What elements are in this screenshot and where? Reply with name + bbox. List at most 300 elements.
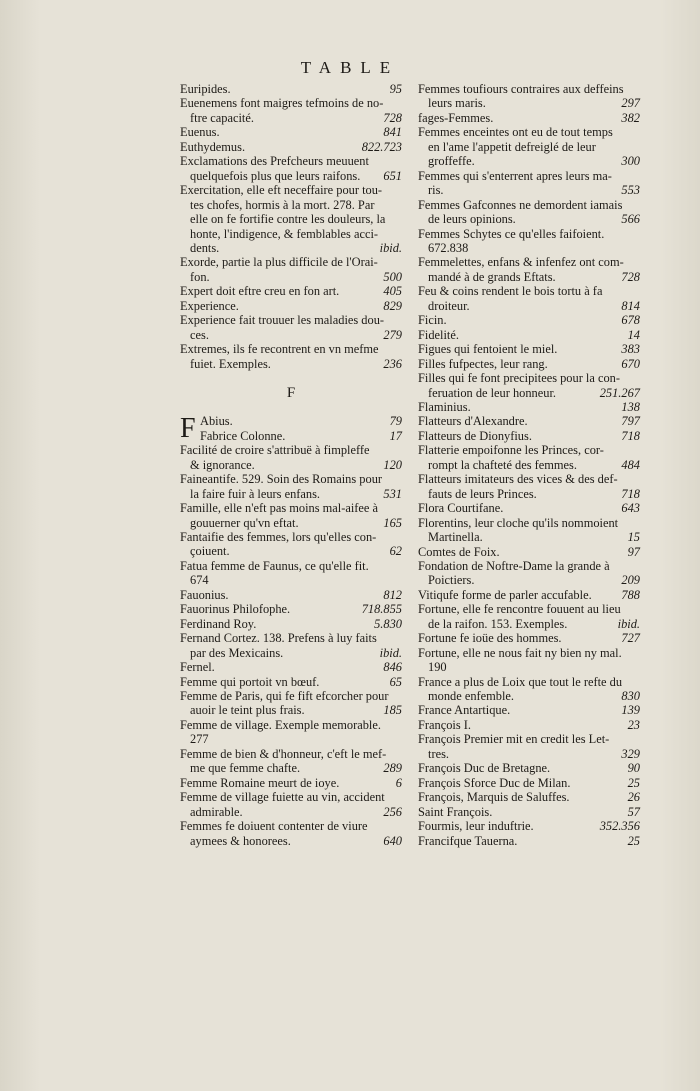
entry-text: elle on fe fortifie contre les douleurs, la — [190, 212, 386, 227]
index-entry — [180, 284, 402, 298]
index-entry — [418, 371, 640, 400]
section-letter: F — [286, 384, 296, 401]
entry-text: Comtes de Foix. — [418, 544, 500, 559]
entry-line — [418, 675, 640, 689]
entry-line — [418, 602, 640, 616]
entry-text: Femme qui portoit vn bœuf. — [180, 674, 320, 689]
entry-text: ris. — [428, 183, 444, 198]
index-entry — [180, 82, 402, 96]
index-entry — [180, 689, 402, 718]
index-entry — [180, 154, 402, 183]
index-entry — [180, 96, 402, 125]
entry-line — [418, 255, 640, 269]
page-reference: 830 — [621, 689, 640, 704]
entry-line — [180, 328, 402, 342]
entry-line — [418, 790, 640, 804]
entry-text: Euthydemus. — [180, 139, 246, 154]
entry-text: Fourmis, leur induftrie. — [418, 819, 534, 834]
page-reference: 57 — [627, 804, 640, 819]
page-reference: 846 — [383, 660, 402, 675]
entry-text: Femmelettes, enfans & infenfez ont com- — [418, 255, 624, 270]
entry-text: Flatteurs d'Alexandre. — [418, 414, 528, 429]
entry-line — [418, 154, 640, 168]
entry-line — [418, 761, 640, 775]
index-entry — [418, 82, 640, 111]
entry-line — [418, 617, 640, 631]
index-entry — [418, 834, 640, 848]
page-reference: 17 — [389, 428, 402, 443]
entry-line — [180, 675, 402, 689]
entry-line — [180, 617, 402, 631]
entry-line — [180, 299, 402, 313]
page-reference: 25 — [627, 833, 640, 848]
entry-line — [180, 790, 402, 804]
page-reference: 209 — [621, 573, 640, 588]
entry-text: Femme Romaine meurt de ioye. — [180, 775, 340, 790]
index-entry — [180, 342, 402, 371]
entry-text: François Sforce Duc de Milan. — [418, 775, 571, 790]
entry-line — [180, 111, 402, 125]
index-entry — [180, 631, 402, 660]
index-entry — [180, 747, 402, 776]
entry-text: par des Mexicains. — [190, 645, 284, 660]
page-reference: 788 — [621, 587, 640, 602]
right-column — [418, 82, 640, 848]
entry-text: Ficin. — [418, 313, 447, 328]
entry-line — [180, 241, 402, 255]
entry-line — [418, 646, 640, 660]
left-column — [180, 82, 402, 848]
index-entry — [418, 790, 640, 804]
entry-line — [418, 805, 640, 819]
index-entry — [418, 357, 640, 371]
entry-text: Famille, elle n'eft pas moins mal-aifee à — [180, 501, 379, 516]
page-reference: 797 — [621, 414, 640, 429]
entry-line — [418, 472, 640, 486]
index-entry — [180, 140, 402, 154]
entry-text: Flora Courtifane. — [418, 501, 504, 516]
entry-line — [180, 357, 402, 371]
entry-line — [418, 96, 640, 110]
entry-text: gouuerner qu'vn eftat. — [190, 515, 299, 530]
index-entry — [180, 472, 402, 501]
entry-line — [180, 212, 402, 226]
page-reference: 165 — [383, 515, 402, 530]
index-entry — [418, 313, 640, 327]
entry-text: de leurs opinions. — [428, 212, 516, 227]
entry-line — [418, 169, 640, 183]
index-entry — [418, 472, 640, 501]
entry-text: Florentins, leur cloche qu'ils nommoient — [418, 515, 619, 530]
entry-line — [418, 313, 640, 327]
entry-text: fauts de leurs Princes. — [428, 486, 537, 501]
index-entry — [418, 646, 640, 675]
entry-line — [180, 660, 402, 674]
entry-text: de la raifon. 153. Exemples. — [428, 616, 568, 631]
entry-line — [180, 544, 402, 558]
page-reference: 643 — [621, 501, 640, 516]
entry-line — [418, 270, 640, 284]
entry-line — [418, 328, 640, 342]
entry-text: Fauorinus Philofophe. — [180, 602, 291, 617]
page-reference: 718 — [621, 486, 640, 501]
entry-line — [180, 414, 402, 428]
entry-text: Fortune fe ioüe des hommes. — [418, 631, 562, 646]
entry-line — [418, 227, 640, 241]
entry-text: Expert doit eftre creu en fon art. — [180, 284, 340, 299]
entry-text: Femmes fe doiuent contenter de viure — [180, 819, 368, 834]
entry-line — [180, 516, 402, 530]
entry-text: ces. — [190, 327, 209, 342]
entry-text: Fantaifie des femmes, lors qu'elles con- — [180, 530, 377, 544]
entry-text: & ignorance. — [190, 457, 255, 472]
entry-line — [180, 559, 402, 573]
entry-text: Fortune, elle fe rencontre fouuent au lieu — [418, 602, 621, 617]
index-entry — [418, 732, 640, 761]
page-reference: 65 — [389, 674, 402, 689]
page-reference: 678 — [621, 313, 640, 328]
index-entry — [418, 761, 640, 775]
entry-text: 277 — [190, 732, 209, 747]
entry-line — [418, 718, 640, 732]
entry-line — [418, 443, 640, 457]
entry-line — [180, 631, 402, 645]
entry-text: Vitiqufe forme de parler accufable. — [418, 587, 592, 602]
index-entry — [418, 342, 640, 356]
index-entry — [418, 819, 640, 833]
entry-text: Francifque Tauerna. — [418, 833, 518, 848]
entry-line — [180, 573, 402, 587]
entry-line — [180, 270, 402, 284]
entry-line — [180, 834, 402, 848]
entry-line — [180, 154, 402, 168]
page-reference: 531 — [383, 486, 402, 501]
entry-text: 672.838 — [428, 240, 469, 255]
entry-line — [180, 284, 402, 298]
page-reference: ibid. — [617, 616, 640, 631]
index-entry — [418, 602, 640, 631]
page-reference: 718.855 — [361, 602, 402, 617]
entry-line — [180, 776, 402, 790]
entry-line — [418, 429, 640, 443]
index-entry — [418, 125, 640, 168]
entry-line — [418, 140, 640, 154]
page-reference: 236 — [383, 356, 402, 371]
entry-text: rompt la chafteté des femmes. — [428, 457, 577, 472]
index-entry — [418, 675, 640, 704]
entry-line — [418, 241, 640, 255]
entry-line — [180, 703, 402, 717]
page-reference: 279 — [383, 327, 402, 342]
index-entry — [180, 776, 402, 790]
page-reference: 718 — [621, 428, 640, 443]
entry-line — [180, 169, 402, 183]
page-reference: 352.356 — [599, 819, 640, 834]
entry-line — [180, 96, 402, 110]
entry-line — [180, 227, 402, 241]
entry-line — [418, 660, 640, 674]
entry-text: Fidelité. — [418, 327, 459, 342]
entry-line — [418, 371, 640, 385]
entry-line — [418, 357, 640, 371]
entry-text: Filles fufpectes, leur rang. — [418, 356, 548, 371]
entry-line — [180, 819, 402, 833]
entry-line — [418, 183, 640, 197]
entry-text: Femme de bien & d'honneur, c'eft le mef- — [180, 746, 387, 761]
entry-text: Fauonius. — [180, 587, 229, 602]
entry-text: Filles qui fe font precipitees pour la con- — [418, 371, 620, 386]
entry-line — [418, 487, 640, 501]
entry-line — [180, 530, 402, 544]
entry-text: Abius. — [200, 414, 233, 429]
page-reference: 727 — [621, 631, 640, 646]
index-entry — [418, 111, 640, 125]
page-header: TABLE — [300, 58, 400, 77]
index-entry — [418, 328, 640, 342]
entry-line — [180, 805, 402, 819]
entry-line — [418, 573, 640, 587]
entry-text: groffeffe. — [428, 154, 475, 169]
entry-text: Femmes Gafconnes ne demordent iamais — [418, 197, 623, 212]
entry-text: Euripides. — [180, 82, 231, 96]
entry-text: fuiet. Exemples. — [190, 356, 271, 371]
page-reference: 6 — [395, 775, 402, 790]
page-reference: 256 — [383, 804, 402, 819]
entry-text: Fernel. — [180, 660, 215, 675]
entry-line — [418, 819, 640, 833]
drop-capital: F — [180, 413, 196, 445]
entry-text: monde enfemble. — [428, 689, 515, 704]
page-reference: 728 — [621, 269, 640, 284]
entry-text: Experience. — [180, 298, 239, 313]
index-entry — [180, 790, 402, 819]
page-reference: 251.267 — [599, 385, 640, 400]
entry-line — [180, 458, 402, 472]
index-entry — [418, 255, 640, 284]
entry-text: Femmes Schytes ce qu'elles faifoient. — [418, 226, 605, 241]
entry-line — [180, 472, 402, 486]
page-reference: 297 — [621, 96, 640, 111]
page-reference: 382 — [621, 110, 640, 125]
entry-line — [418, 545, 640, 559]
page-reference: 120 — [383, 457, 402, 472]
entry-line — [418, 198, 640, 212]
entry-text: Exercitation, elle eft neceffaire pour tou- — [180, 183, 383, 198]
index-entry — [418, 198, 640, 227]
page-reference: 812 — [383, 587, 402, 602]
entry-text: Feu & coins rendent le bois tortu à fa — [418, 284, 603, 299]
entry-text: François, Marquis de Saluffes. — [418, 790, 570, 805]
index-entry — [418, 588, 640, 602]
index-entry — [418, 414, 640, 428]
entry-line — [418, 559, 640, 573]
index-entry — [180, 660, 402, 674]
entry-text: quelquefois plus que leurs raifons. — [190, 168, 361, 183]
entry-text: Extremes, ils fe recontrent en vn mefme — [180, 342, 379, 357]
entry-line — [418, 834, 640, 848]
entry-line — [180, 588, 402, 602]
entry-text: Femme de village fuiette au vin, accident — [180, 790, 385, 805]
page-reference: 90 — [627, 761, 640, 776]
entry-text: Femme de village. Exemple memorable. — [180, 717, 381, 732]
index-entry — [180, 313, 402, 342]
page-reference: 566 — [621, 212, 640, 227]
index-entry — [418, 703, 640, 717]
dropcap-entry — [180, 414, 402, 443]
entry-text: Exclamations des Prefcheurs meuuent — [180, 154, 369, 169]
entry-line — [418, 588, 640, 602]
index-entry — [180, 588, 402, 602]
page-reference: 26 — [627, 790, 640, 805]
entry-line — [418, 631, 640, 645]
entry-text: Fondation de Noftre-Dame la grande à — [418, 558, 610, 573]
index-entry — [180, 819, 402, 848]
entry-line — [180, 732, 402, 746]
entry-text: Faineantife. 529. Soin des Romains pour — [180, 472, 383, 487]
index-entry — [418, 631, 640, 645]
entry-text: Fortune, elle ne nous fait ny bien ny mal. — [418, 645, 622, 660]
page-reference: 814 — [621, 298, 640, 313]
entry-line — [418, 299, 640, 313]
entry-text: tes chofes, hormis à la mort. 278. Par — [190, 197, 375, 212]
entry-text: Femmes toufiours contraires aux deffeins — [418, 82, 624, 96]
index-entry — [418, 545, 640, 559]
entry-text: droiteur. — [428, 298, 470, 313]
entry-text: çoiuent. — [190, 544, 230, 559]
index-entry — [418, 429, 640, 443]
entry-text: Facilité de croire s'attribuë à fimpleffe — [180, 443, 370, 458]
entry-text: Figues qui fentoient le miel. — [418, 342, 558, 357]
entry-text: François Premier mit en credit les Let- — [418, 732, 610, 747]
index-entry — [418, 501, 640, 515]
entry-line — [418, 82, 640, 96]
index-entry — [418, 443, 640, 472]
page-reference: 289 — [383, 761, 402, 776]
entry-line — [418, 111, 640, 125]
index-entry — [180, 718, 402, 747]
page-reference: 728 — [383, 110, 402, 125]
entry-text: Femmes enceintes ont eu de tout temps — [418, 125, 613, 140]
index-entry — [418, 559, 640, 588]
entry-text: tres. — [428, 746, 449, 761]
entry-line — [180, 140, 402, 154]
entry-text: me que femme chafte. — [190, 761, 301, 776]
index-entry — [180, 602, 402, 616]
page-reference: 329 — [621, 746, 640, 761]
entry-line — [180, 689, 402, 703]
entry-text: feruation de leur honneur. — [428, 385, 556, 400]
entry-text: leurs maris. — [428, 96, 486, 111]
entry-line — [180, 82, 402, 96]
entry-line — [418, 400, 640, 414]
page-reference: 500 — [383, 269, 402, 284]
entry-line — [180, 646, 402, 660]
index-entry — [418, 718, 640, 732]
page-reference: 553 — [621, 183, 640, 198]
page-reference: 300 — [621, 154, 640, 169]
entry-text: ftre capacité. — [190, 110, 254, 125]
entry-text: Femme de Paris, qui fe fift efcorcher pour — [180, 688, 389, 703]
page-reference: 484 — [621, 457, 640, 472]
entry-text: fages-Femmes. — [418, 110, 494, 125]
page-reference: 185 — [383, 703, 402, 718]
entry-line — [418, 342, 640, 356]
entry-line — [418, 284, 640, 298]
entry-line — [418, 689, 640, 703]
entry-text: Fabrice Colonne. — [200, 428, 286, 443]
entry-line — [180, 255, 402, 269]
entry-line — [418, 776, 640, 790]
entry-text: Fernand Cortez. 138. Prefens à luy faits — [180, 631, 377, 646]
page-reference: 15 — [627, 530, 640, 545]
entry-line — [418, 747, 640, 761]
entry-text: 674 — [190, 573, 209, 588]
entry-line — [180, 602, 402, 616]
page-reference: 829 — [383, 298, 402, 313]
entry-line — [418, 458, 640, 472]
entry-line — [180, 429, 402, 443]
index-entry — [418, 169, 640, 198]
entry-text: Flaminius. — [418, 399, 471, 414]
index-entry — [180, 617, 402, 631]
entry-line — [418, 732, 640, 746]
index-entry — [180, 530, 402, 559]
page-reference: 139 — [621, 703, 640, 718]
entry-text: la faire fuir à leurs enfans. — [190, 486, 321, 501]
entry-line — [180, 747, 402, 761]
entry-text: aymees & honorees. — [190, 833, 291, 848]
entry-line — [180, 313, 402, 327]
index-entry — [180, 255, 402, 284]
entry-text: François I. — [418, 717, 471, 732]
page-reference: 97 — [627, 544, 640, 559]
page-reference: 95 — [389, 82, 402, 96]
index-entry — [418, 776, 640, 790]
index-entry — [418, 227, 640, 256]
page-reference: 841 — [383, 125, 402, 140]
entry-text: Euenemens font maigres tefmoins de no- — [180, 96, 384, 111]
entry-text: dents. — [190, 240, 220, 255]
entry-line — [180, 487, 402, 501]
entry-text: François Duc de Bretagne. — [418, 761, 551, 776]
entry-text: fon. — [190, 269, 210, 284]
page-reference: 822.723 — [361, 139, 402, 154]
page-reference: 62 — [389, 544, 402, 559]
page-reference: 14 — [627, 327, 640, 342]
index-entry — [180, 125, 402, 139]
entry-line — [418, 501, 640, 515]
entry-text: France a plus de Loix que tout le refte du — [418, 674, 623, 689]
entry-text: Flatteurs de Dionyfius. — [418, 428, 532, 443]
page-reference: 651 — [383, 168, 402, 183]
entry-text: Poictiers. — [428, 573, 475, 588]
entry-text: admirable. — [190, 804, 243, 819]
page-reference: 23 — [627, 717, 640, 732]
entry-text: Euenus. — [180, 125, 220, 140]
entry-line — [418, 516, 640, 530]
index-entry — [418, 805, 640, 819]
index-entry — [180, 183, 402, 255]
page-reference: 383 — [621, 342, 640, 357]
index-entry — [418, 400, 640, 414]
entry-line — [418, 530, 640, 544]
entry-line — [418, 703, 640, 717]
entry-text: Experience fait trouuer les maladies dou- — [180, 313, 385, 328]
entry-text: Fatua femme de Faunus, ce qu'elle fit. — [180, 558, 369, 573]
index-entry — [418, 284, 640, 313]
index-entry — [180, 501, 402, 530]
page-reference: 138 — [621, 399, 640, 414]
